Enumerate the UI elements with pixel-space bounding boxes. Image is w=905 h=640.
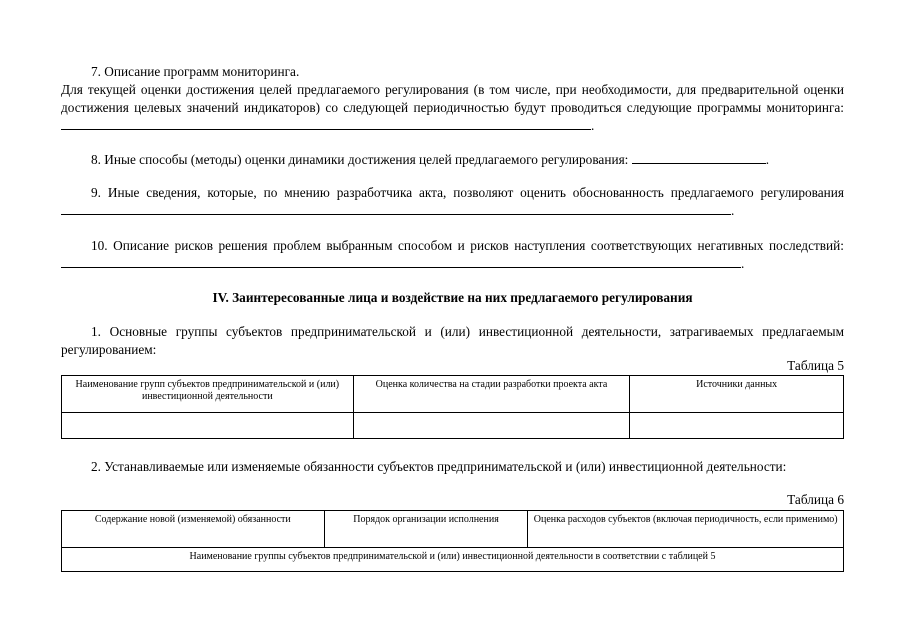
table-cell[interactable]: [630, 413, 844, 439]
table-cell[interactable]: [62, 413, 354, 439]
table-cell[interactable]: [353, 413, 630, 439]
blank-field[interactable]: [61, 117, 121, 130]
table-header-row: [62, 511, 844, 548]
section-8: 8. Иные способы (методы) оценки динамики достижения целей предлагаемого регулирования: .: [91, 152, 770, 167]
table-header-cell: Порядок организации исполнения: [324, 511, 528, 548]
table-6-caption: Таблица 6: [787, 492, 844, 507]
table-group-row: [62, 548, 844, 572]
table-header-row: [62, 376, 844, 413]
table-header-cell: Оценка количества на стадии разработки проекта акта: [353, 376, 630, 413]
table-header-cell: Источники данных: [630, 376, 844, 413]
section-4-heading: IV. Заинтересованные лица и воздействие на них предлагаемого регулирования: [212, 290, 693, 305]
section-10-text: 10. Описание рисков решения проблем выбранным способом и рисков наступления соответствующих негативных последствий:: [91, 238, 844, 253]
section-4-p1: 1. Основные группы субъектов предпринимательской и (или) инвестиционной деятельности, затрагиваемых предлагаемым регулированием:: [61, 324, 844, 357]
table-header-cell: Наименование групп субъектов предпринимательской и (или) инвестиционной деятельности: [62, 376, 354, 413]
section-10: 10. Описание рисков решения проблем выбранным способом и рисков наступления соответствующих негативных последствий: .: [61, 237, 844, 273]
blank-field[interactable]: [61, 202, 731, 215]
table-row: [62, 413, 844, 439]
section-9: 9. Иные сведения, которые, по мнению разработчика акта, позволяют оценить обоснованность предлагаемого регулирования .: [61, 184, 844, 220]
table-5-caption: Таблица 5: [787, 358, 844, 373]
table-6: [61, 510, 844, 572]
table-5: [61, 375, 844, 439]
blank-field[interactable]: [632, 151, 766, 164]
section-7-title: 7. Описание программ мониторинга.: [91, 64, 300, 79]
section-7: 7. Описание программ мониторинга. Для текущей оценки достижения целей предлагаемого регулирования (в том числе, при необходимости, для предварительной оценки достижения целевых значений индикаторов) со следующей периодичностью будут проводиться следующие программы мониторинга: .: [61, 64, 844, 133]
blank-field[interactable]: [121, 117, 591, 130]
section-4-p2: 2. Устанавливаемые или изменяемые обязанности субъектов предпринимательской и (или) инвестиционной деятельности:: [91, 459, 787, 474]
section-8-text: 8. Иные способы (методы) оценки динамики достижения целей предлагаемого регулирования:: [91, 152, 629, 167]
table-header-cell: Содержание новой (изменяемой) обязанности: [62, 511, 325, 548]
table-group-cell: Наименование группы субъектов предпринимательской и (или) инвестиционной деятельности в соответствии с таблицей 5: [62, 548, 844, 572]
section-7-text: Для текущей оценки достижения целей предлагаемого регулирования (в том числе, при необходимости, для предварительной оценки достижения целевых значений индикаторов) со следующей периодичностью будут проводиться следующие программы мониторинга:: [61, 82, 844, 115]
section-9-text: 9. Иные сведения, которые, по мнению разработчика акта, позволяют оценить обоснованность предлагаемого регулирования: [91, 185, 844, 200]
blank-field[interactable]: [61, 255, 741, 268]
table-header-cell: Оценка расходов субъектов (включая периодичность, если применимо): [528, 511, 844, 548]
